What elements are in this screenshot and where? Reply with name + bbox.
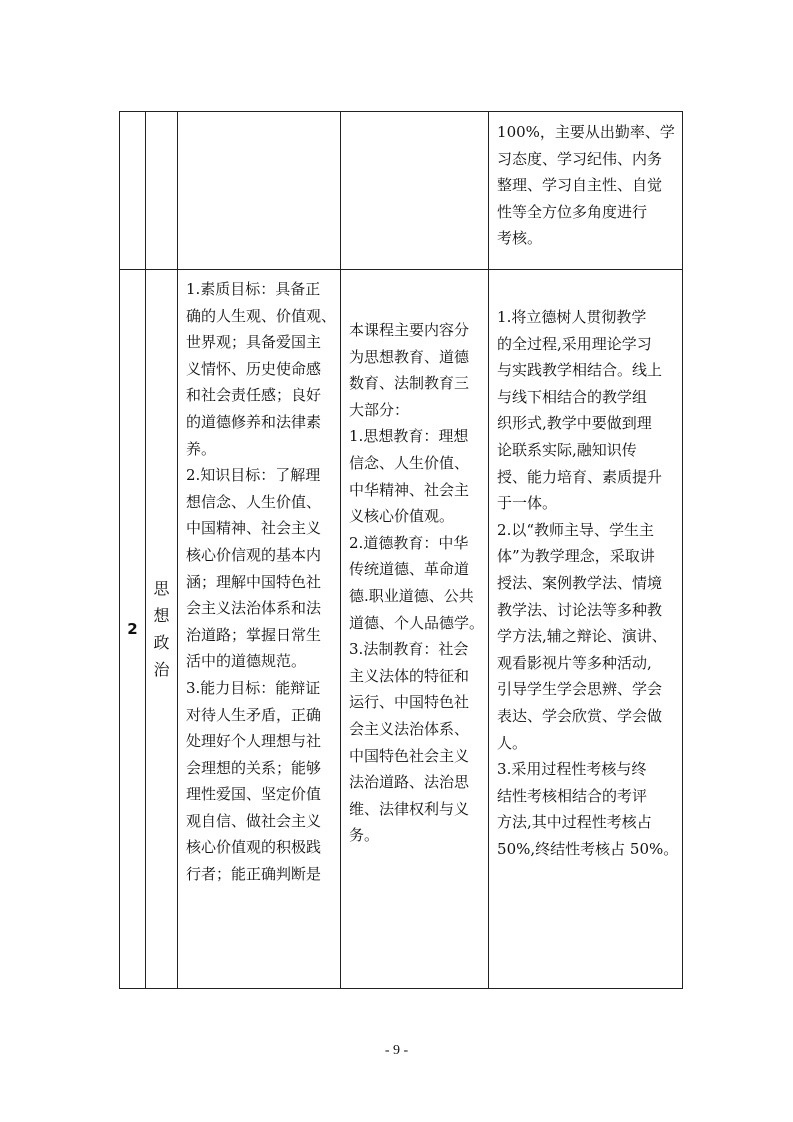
text-line: 会理想的关系；能够 — [186, 758, 322, 777]
cell-methods-continued — [489, 112, 683, 270]
goals-cell — [178, 270, 341, 989]
text-line: 人。 — [497, 733, 528, 752]
text-line: 本课程主要内容分 — [349, 321, 470, 339]
text-line: 引导学生学会思辨、学会 — [497, 680, 663, 699]
course-content-text — [341, 270, 488, 849]
text-line: 的道德修养和法律素 — [186, 412, 322, 431]
text-line: 核心价值观的积极践 — [186, 838, 322, 857]
subject-name-cell — [146, 270, 178, 989]
text-line: 中国特色社会主义 — [349, 746, 470, 765]
text-line: 3.采用过程性考核与终 — [497, 760, 647, 779]
course-goals-text — [178, 270, 340, 888]
text-line: 100%，主要从出勤率、学 — [497, 123, 675, 141]
text-line: 行者；能正确判断是 — [186, 865, 322, 884]
text-line: 涵；理解中国特色社 — [186, 572, 322, 591]
text-line: 核心价信观的基本内 — [186, 545, 322, 564]
text-line: 于一体。 — [497, 494, 558, 513]
text-line: 50%,终结性考核占 50%。 — [497, 839, 679, 858]
subject-char: 思 — [153, 579, 170, 598]
text-line: 学方法,辅之辩论、演讲、 — [497, 627, 667, 646]
text-line: 与实践教学相结合。线上 — [497, 361, 663, 380]
text-line: 世界观；具备爱国主 — [186, 333, 322, 352]
cell-number-empty — [120, 112, 146, 270]
page-number: - 9 - — [384, 1043, 409, 1058]
continued-methods-text — [489, 112, 682, 252]
text-line: 性等全方位多角度进行 — [497, 202, 648, 221]
text-line: 确的人生观、价值观、 — [186, 306, 337, 325]
row-number: 2 — [120, 270, 146, 989]
text-line: 养。 — [186, 439, 217, 458]
text-line: 授法、案例教学法、情境 — [497, 573, 663, 592]
text-line: 活中的道德规范。 — [186, 652, 307, 671]
text-line: 德.职业道德、公共 — [349, 586, 474, 605]
text-line: 授、能力培育、素质提升 — [497, 467, 663, 486]
text-line: 结性考核相结合的考评 — [497, 786, 648, 805]
text-line: 主义法体的特征和 — [349, 666, 470, 685]
text-line: 1.素质目标：具备正 — [186, 280, 321, 298]
text-line: 体”为教学理念，采取讲 — [497, 547, 655, 566]
text-line: 对待人生矛盾，正确 — [186, 705, 322, 724]
text-line: 与线下相结合的教学组 — [497, 387, 648, 406]
text-line: 习态度、学习纪伟、内务 — [497, 149, 663, 168]
text-line: 为思想教育、道德 — [349, 347, 470, 366]
text-line: 想信念、人生价值、 — [186, 492, 322, 511]
cell-content-empty — [341, 112, 489, 270]
text-line: 会主义法治体系、 — [349, 719, 470, 738]
text-line: 理性爱国、坚定价值 — [186, 785, 322, 804]
text-line: 表达、学会欣赏、学会做 — [497, 706, 663, 725]
text-line: 整理、学习自主性、自觉 — [497, 176, 663, 195]
text-line: 治道路；掌握日常生 — [186, 625, 322, 644]
subject-name — [146, 575, 177, 683]
text-line: 的全过程,采用理论学习 — [497, 334, 652, 353]
table-row-continued — [120, 112, 683, 270]
text-line: 义情怀、历史使命感 — [186, 359, 322, 378]
text-line: 会主义法治体系和法 — [186, 599, 322, 618]
text-line: 2.知识目标：了解理 — [186, 466, 321, 485]
cell-goals-empty — [178, 112, 341, 270]
text-line: 运行、中国特色社 — [349, 693, 470, 712]
subject-char: 想 — [153, 606, 170, 625]
text-line: 方法,其中过程性考核占 — [497, 813, 652, 832]
text-line: 1.将立德树人贯彻教学 — [497, 308, 647, 326]
subject-char: 治 — [153, 660, 170, 679]
text-line: 务。 — [349, 826, 380, 845]
content-cell — [341, 270, 489, 989]
text-line: 义核心价值观。 — [349, 507, 455, 526]
text-line: 论联系实际,融知识传 — [497, 440, 637, 459]
methods-cell — [489, 270, 683, 989]
cell-subject-empty — [146, 112, 178, 270]
text-line: 中华精神、社会主 — [349, 480, 470, 499]
text-line: 传统道德、革命道 — [349, 560, 470, 579]
text-line: 大部分： — [349, 400, 410, 419]
text-line: 中国精神、社会主义 — [186, 519, 322, 538]
text-line: 3.能力目标：能辩证 — [186, 678, 321, 697]
text-line: 3.法制教育：社会 — [349, 640, 469, 659]
text-line: 数育、法制教育三 — [349, 374, 470, 393]
table-row-2 — [120, 270, 683, 989]
text-line: 织形式,教学中要做到理 — [497, 414, 652, 433]
text-line: 法治道路、法治思 — [349, 773, 470, 792]
text-line: 信念、人生价值、 — [349, 453, 470, 472]
text-line: 1.思想教育：理想 — [349, 427, 469, 446]
text-line: 和社会责任感；良好 — [186, 386, 322, 405]
text-line: 考核。 — [497, 229, 543, 248]
course-table — [119, 111, 683, 989]
text-line: 2.道德教育：中华 — [349, 533, 469, 552]
text-line: 2.以“教师主导、学生主 — [497, 520, 655, 539]
text-line: 观自信、做社会主义 — [186, 811, 322, 830]
text-line: 道德、个人品德学。 — [349, 613, 485, 632]
subject-char: 政 — [153, 633, 170, 652]
text-line: 维、法律权利与义 — [349, 799, 470, 818]
text-line: 教学法、讨论法等多种教 — [497, 600, 663, 619]
text-line: 观看影视片等多种活动, — [497, 653, 652, 672]
text-line: 处理好个人理想与社 — [186, 732, 322, 751]
teaching-methods-text — [489, 270, 682, 862]
